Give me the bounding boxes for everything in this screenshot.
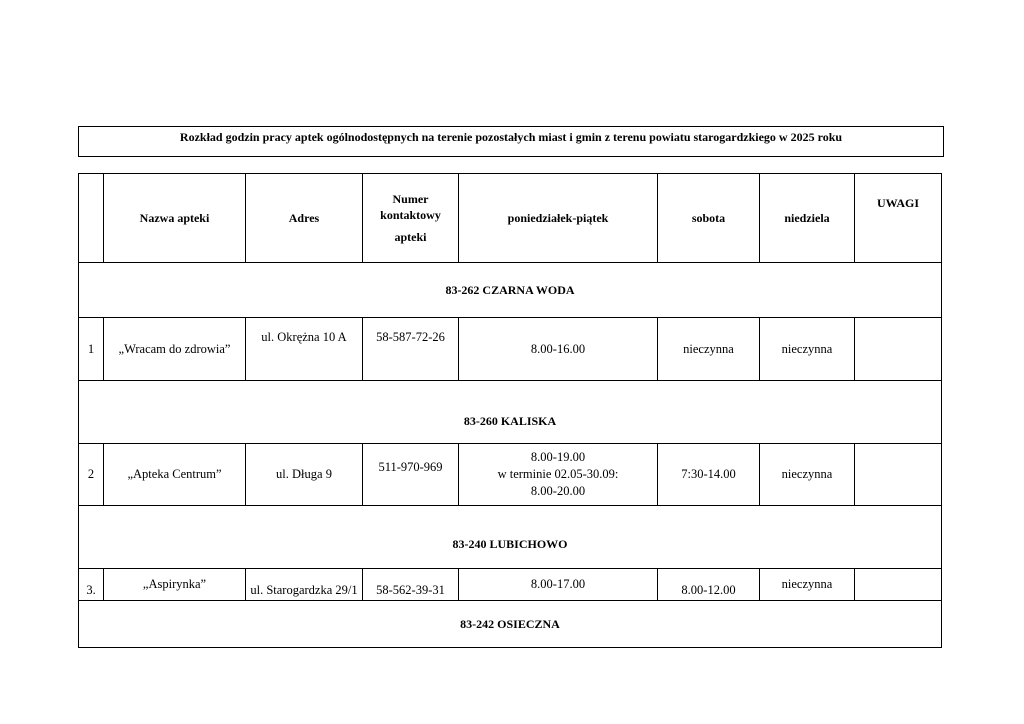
header-nazwa: Nazwa apteki [104, 174, 246, 263]
header-numer-line1: Numer [392, 192, 429, 206]
header-numer-line3: apteki [394, 230, 427, 244]
cell-lp: 3. [79, 569, 104, 601]
cell-sobota: 7:30-14.00 [658, 444, 760, 506]
cell-weekday: 8.00-16.00 [459, 318, 658, 381]
weekday-line3: 8.00-20.00 [530, 484, 586, 498]
cell-lp: 2 [79, 444, 104, 506]
cell-weekday: 8.00-17.00 [459, 569, 658, 601]
section-title: 83-262 CZARNA WODA [79, 263, 942, 318]
header-weekday: poniedziałek-piątek [459, 174, 658, 263]
cell-telefon: 58-587-72-26 [363, 318, 459, 381]
cell-niedziela: nieczynna [760, 569, 855, 601]
header-sobota: sobota [658, 174, 760, 263]
cell-niedziela: nieczynna [760, 444, 855, 506]
section-title: 83-242 OSIECZNA [79, 601, 942, 648]
section-title: 83-260 KALISKA [79, 381, 942, 444]
weekday-line2: w terminie 02.05-30.09: [497, 467, 619, 481]
header-uwagi: UWAGI [855, 174, 942, 263]
weekday-line1: 8.00-19.00 [530, 450, 586, 464]
cell-uwagi [855, 444, 942, 506]
cell-uwagi [855, 569, 942, 601]
table-row [79, 569, 942, 601]
section-row [79, 381, 942, 444]
cell-sobota: 8.00-12.00 [658, 569, 760, 601]
cell-lp: 1 [79, 318, 104, 381]
section-row [79, 601, 942, 648]
cell-telefon: 511-970-969 [363, 444, 459, 506]
section-row [79, 263, 942, 318]
header-row [79, 174, 942, 263]
cell-nazwa: „Aspirynka” [104, 569, 246, 601]
cell-weekday [459, 444, 658, 506]
cell-telefon: 58-562-39-31 [363, 569, 459, 601]
cell-adres: ul. Starogardzka 29/1 [246, 569, 363, 601]
cell-adres: ul. Okrężna 10 A [246, 318, 363, 381]
document-title: Rozkład godzin pracy aptek ogólnodostępnych na terenie pozostałych miast i gmin z terenu powiatu starogardzkiego w 2025 roku [78, 126, 944, 157]
cell-adres: ul. Długa 9 [246, 444, 363, 506]
cell-niedziela: nieczynna [760, 318, 855, 381]
cell-nazwa: „Apteka Centrum” [104, 444, 246, 506]
header-adres: Adres [246, 174, 363, 263]
table-row [79, 444, 942, 506]
cell-uwagi [855, 318, 942, 381]
section-title: 83-240 LUBICHOWO [79, 506, 942, 569]
header-numer-line2: kontaktowy [380, 208, 441, 222]
cell-sobota: nieczynna [658, 318, 760, 381]
table-row [79, 318, 942, 381]
header-numer [363, 174, 459, 263]
header-lp [79, 174, 104, 263]
header-niedziela: niedziela [760, 174, 855, 263]
section-row [79, 506, 942, 569]
cell-nazwa: „Wracam do zdrowia” [104, 318, 246, 381]
pharmacy-table [78, 173, 942, 648]
